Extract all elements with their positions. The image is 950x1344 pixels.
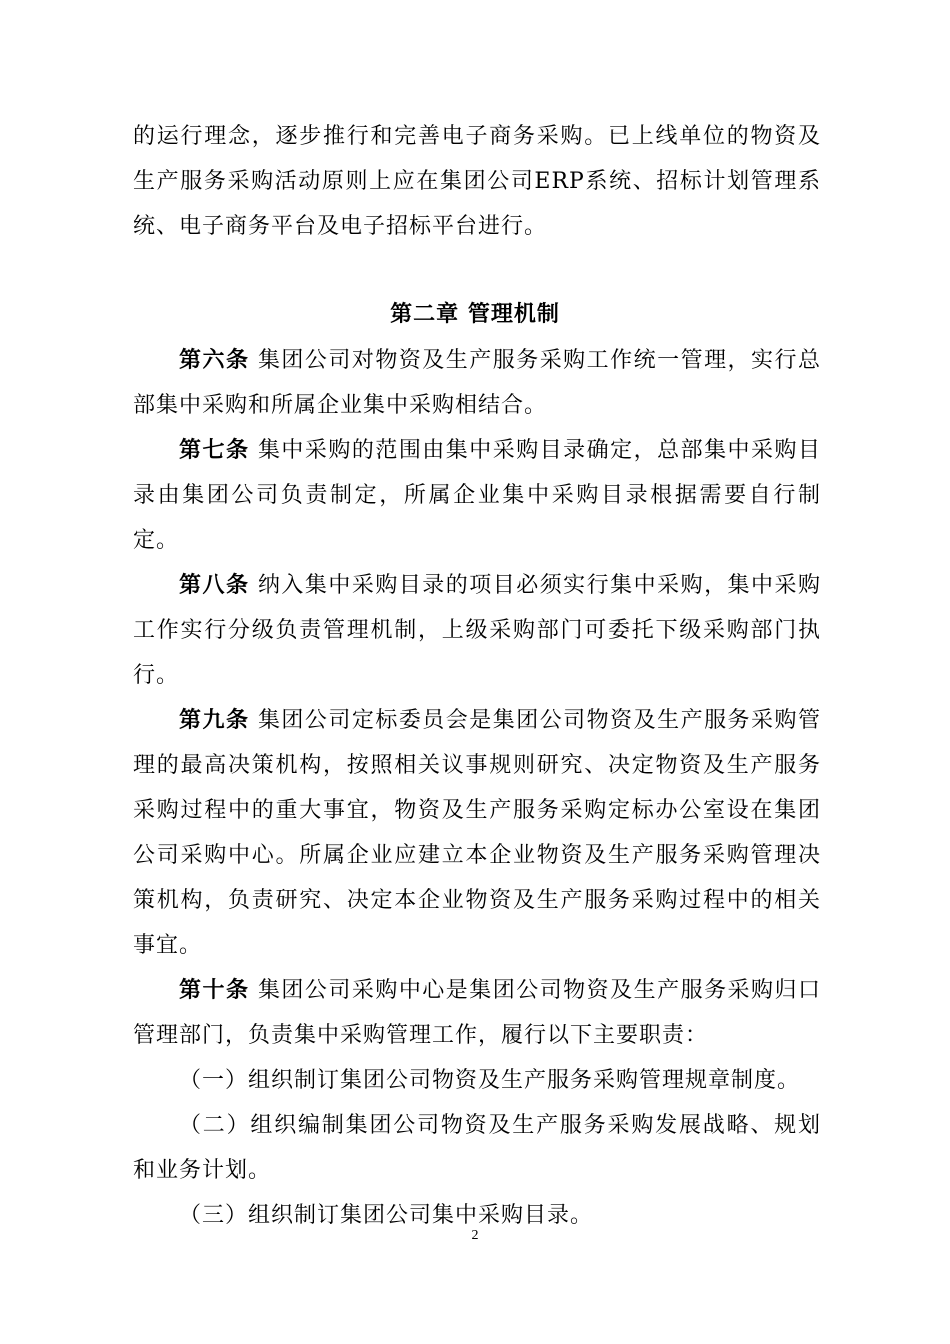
intro-paragraph: 的运行理念，逐步推行和完善电子商务采购。已上线单位的物资及生产服务采购活动原则上应在集团公司ERP系统、招标计划管理系统、电子商务平台及电子招标平台进行。 [133, 124, 821, 239]
article-10-label: 第十条 [179, 978, 250, 1003]
article-8-label: 第八条 [179, 573, 250, 598]
article-6-text: 集团公司对物资及生产服务采购工作统一管理，实行总部集中采购和所属企业集中采购相结合。 [133, 348, 821, 418]
article-7-text: 集中采购的范围由集中采购目录确定，总部集中采购目录由集团公司负责制定，所属企业集中采购目录根据需要自行制定。 [133, 438, 821, 553]
article-8-text: 纳入集中采购目录的项目必须实行集中采购，集中采购工作实行分级负责管理机制，上级采购部门可委托下级采购部门执行。 [133, 573, 821, 688]
duty-item-2: （二）组织编制集团公司物资及生产服务采购发展战略、规划和业务计划。 [133, 1113, 821, 1183]
article-9 [133, 698, 821, 968]
page-number: 2 [471, 1228, 479, 1243]
chapter-title: 第二章 管理机制 [390, 302, 560, 327]
duty-item-3: （三）组织制订集团公司集中采购目录。 [179, 1203, 594, 1228]
article-6-label: 第六条 [179, 348, 250, 373]
articles-block [133, 338, 821, 1238]
article-7 [133, 428, 821, 563]
article-6 [133, 338, 821, 428]
article-10 [133, 968, 821, 1058]
article-9-label: 第九条 [179, 708, 250, 733]
article-9-text: 集团公司定标委员会是集团公司物资及生产服务采购管理的最高决策机构，按照相关议事规则研究、决定物资及生产服务采购过程中的重大事宜，物资及生产服务采购定标办公室设在集团公司采购中心。所属企业应建立本企业物资及生产服务采购管理决策机构，负责研究、决定本企业物资及生产服务采购过程中的相关事宜。 [133, 708, 821, 958]
duty-item-1: （一）组织制订集团公司物资及生产服务采购管理规章制度。 [179, 1068, 801, 1093]
article-7-label: 第七条 [179, 438, 250, 463]
article-10-text: 集团公司采购中心是集团公司物资及生产服务采购归口管理部门，负责集中采购管理工作，履行以下主要职责： [133, 978, 821, 1048]
intro-block [133, 114, 821, 249]
article-8 [133, 563, 821, 698]
